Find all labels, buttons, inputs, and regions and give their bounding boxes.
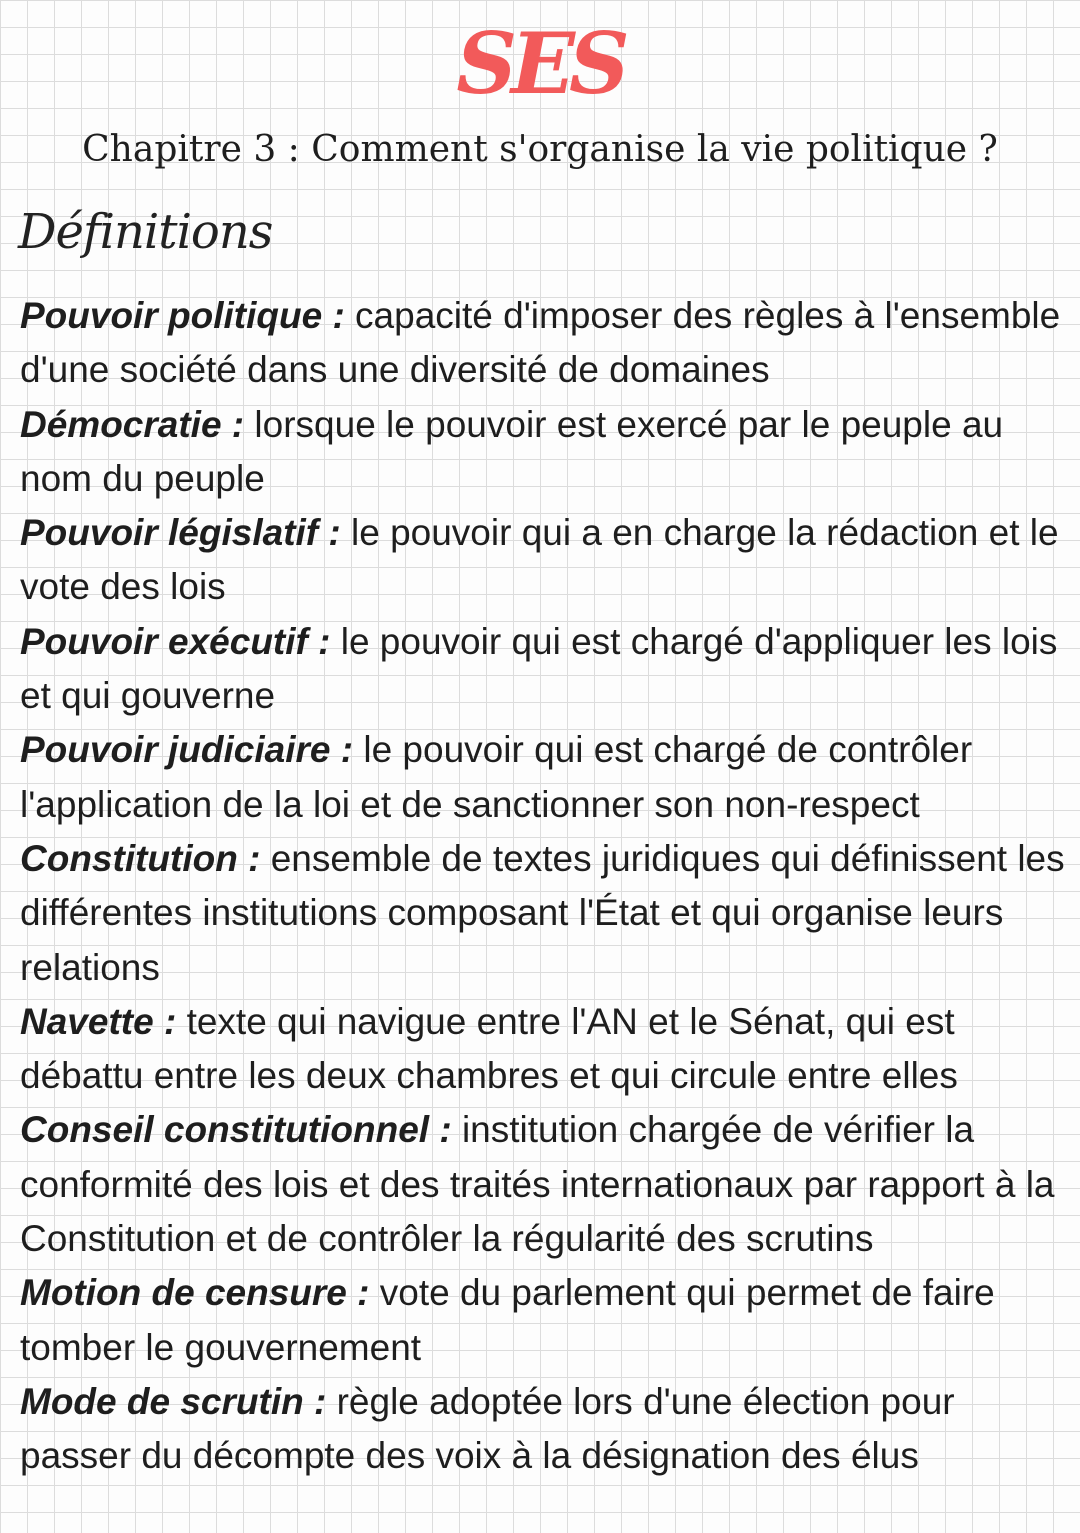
definition-text: capacité d'imposer des règles à l'ensemble d'une société dans une diversité de domaines — [20, 295, 1061, 391]
definition-text: le pouvoir qui est chargé d'appliquer les lois et qui gouverne — [20, 620, 1058, 717]
definition-item — [20, 398, 1070, 507]
definition-term: Démocratie : — [20, 403, 245, 445]
definition-term: Navette : — [20, 1000, 177, 1042]
definition-text: lorsque le pouvoir est exercé par le peuple au nom du peuple — [20, 403, 1004, 499]
definition-item — [20, 1266, 1070, 1375]
definition-item — [20, 832, 1070, 995]
definition-term: Motion de censure : — [20, 1272, 370, 1314]
definition-item — [20, 995, 1070, 1104]
definition-term: Pouvoir judiciaire : — [20, 729, 354, 771]
definition-text: règle adoptée lors d'une élection pour passer du décompte des voix à la désignation des élus — [20, 1380, 955, 1477]
definition-item — [20, 1103, 1070, 1266]
subject-title: SES — [456, 14, 624, 113]
definition-text: ensemble de textes juridiques qui définissent les différentes institutions composant l'État et qui organise leurs relations — [20, 837, 1065, 988]
section-heading: Définitions — [18, 204, 273, 260]
definition-item — [20, 506, 1070, 615]
definition-text: vote du parlement qui permet de faire tomber le gouvernement — [20, 1272, 995, 1368]
definition-text: institution chargée de vérifier la conformité des lois et des traités internationaux par rapport à la Constitution et de contrôler la régularité des scrutins — [20, 1109, 1055, 1260]
definition-term: Mode de scrutin : — [20, 1380, 327, 1422]
definition-term: Pouvoir politique : — [20, 295, 345, 336]
definition-text: le pouvoir qui est chargé de contrôler l'application de la loi et de sanctionner son non-respect — [20, 729, 973, 825]
definition-item — [20, 289, 1070, 398]
definition-text: le pouvoir qui a en charge la rédaction et le vote des lois — [20, 512, 1059, 608]
definition-term: Conseil constitutionnel : — [20, 1109, 452, 1151]
definition-item — [20, 1375, 1070, 1484]
definition-item — [20, 723, 1070, 832]
definition-text: texte qui navigue entre l'AN et le Sénat, qui est débattu entre les deux chambres et qui circule entre elles — [20, 1000, 958, 1097]
definition-term: Pouvoir législatif : — [20, 512, 341, 554]
definition-term: Constitution : — [20, 837, 261, 879]
definition-term: Pouvoir exécutif : — [20, 620, 331, 662]
definition-item — [20, 615, 1070, 724]
chapter-title: Chapitre 3 : Comment s'organise la vie politique ? — [82, 129, 998, 170]
definitions-list — [20, 289, 1070, 1484]
